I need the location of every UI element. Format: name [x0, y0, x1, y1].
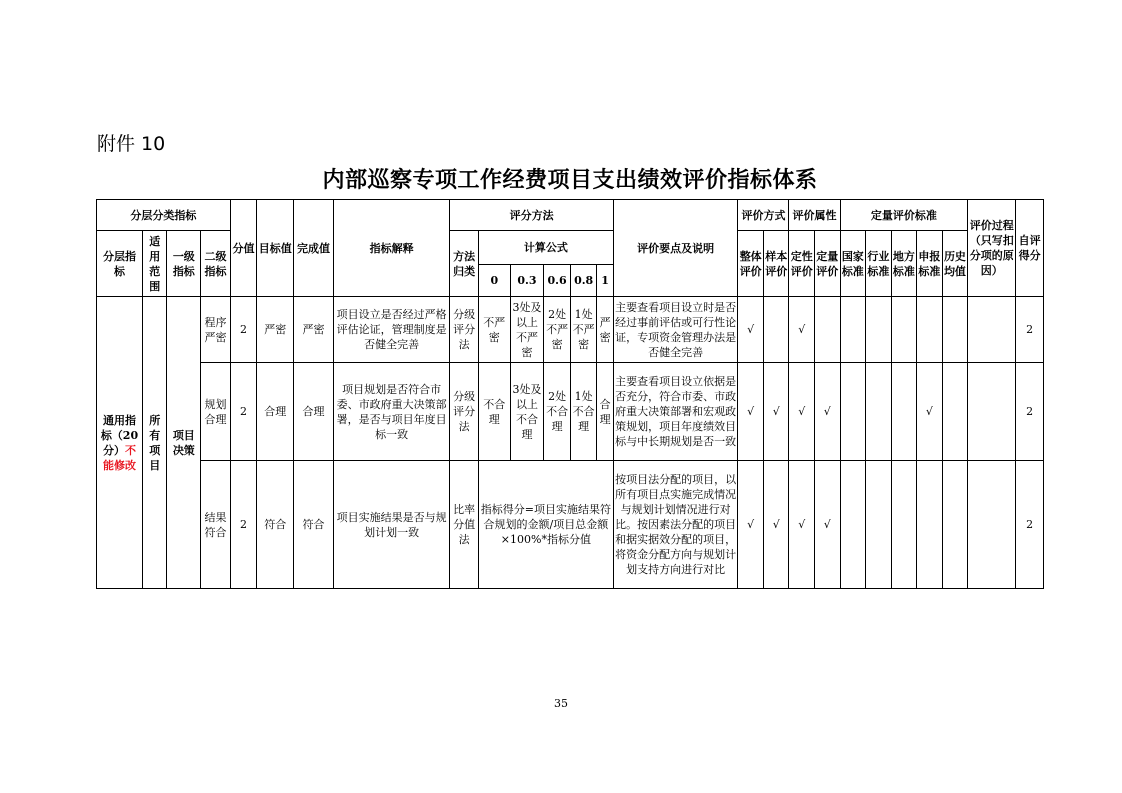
document-title: 内部巡察专项工作经费项目支出绩效评价指标体系 — [322, 167, 818, 193]
table-row — [97, 363, 1044, 461]
target-cell: 合理 — [257, 363, 294, 461]
mark-industry — [866, 297, 892, 363]
mark-sample — [763, 297, 789, 363]
layer-index-text: 通用指标（20分） — [100, 413, 139, 457]
mark-overall: √ — [738, 461, 764, 589]
header-standard-local: 地方标准 — [891, 231, 917, 297]
header-self-score: 自评得分 — [1016, 200, 1044, 297]
header-qualitative-eval: 定性评价 — [789, 231, 815, 297]
layer-index-cell — [97, 297, 143, 589]
process-cell — [968, 461, 1016, 589]
mark-industry — [866, 461, 892, 589]
header-scope: 适用范围 — [142, 231, 167, 297]
mark-quantitative: √ — [815, 363, 841, 461]
mark-qualitative: √ — [789, 297, 815, 363]
formula-03-cell: 3处及以上不合理 — [510, 363, 544, 461]
formula-1-cell: 严密 — [597, 297, 613, 363]
explanation-cell: 项目规划是否符合市委、市政府重大决策部署，是否与项目年度目标一致 — [333, 363, 449, 461]
formula-0-cell: 不严密 — [478, 297, 510, 363]
mark-overall: √ — [738, 363, 764, 461]
key-points-cell: 主要查看项目设立依据是否充分，符合市委、市政府重大决策部署和宏观政策规划，项目年度绩效目标与中长期规划是否一致 — [613, 363, 738, 461]
header-score: 分值 — [230, 200, 257, 297]
header-standard-historical: 历史均值 — [942, 231, 968, 297]
header-standard-industry: 行业标准 — [866, 231, 892, 297]
score-cell: 2 — [230, 363, 257, 461]
key-points-cell: 按项目法分配的项目，以所有项目点实施完成情况与规划计划情况进行对比。按因素法分配的项目和据实据效分配的项目，将资金分配方向与规划计划支持方向进行对比 — [613, 461, 738, 589]
formula-06-cell: 2处不严密 — [544, 297, 571, 363]
process-cell — [968, 363, 1016, 461]
mark-sample: √ — [763, 363, 789, 461]
self-score-cell: 2 — [1016, 297, 1044, 363]
mark-declared — [917, 461, 943, 589]
header-eval-attribute-group: 评价属性 — [789, 200, 840, 231]
completion-cell: 合理 — [294, 363, 334, 461]
attachment-label: 附件 10 — [97, 133, 166, 155]
formula-0-cell: 不合理 — [478, 363, 510, 461]
formula-03-cell: 3处及以上不严密 — [510, 297, 544, 363]
header-formula-point: 0 — [478, 265, 510, 297]
header-quantitative-eval: 定量评价 — [815, 231, 841, 297]
header-layer-index: 分层指标 — [97, 231, 143, 297]
header-eval-method-group: 评价方式 — [738, 200, 789, 231]
table-row — [97, 461, 1044, 589]
header-eval-process: 评价过程（只写扣分项的原因） — [968, 200, 1016, 297]
header-formula-point: 0.8 — [570, 265, 597, 297]
mark-sample: √ — [763, 461, 789, 589]
self-score-cell: 2 — [1016, 363, 1044, 461]
mark-historical — [942, 297, 968, 363]
mark-local — [891, 461, 917, 589]
header-classification-group: 分层分类指标 — [97, 200, 231, 231]
scope-cell: 所有项目 — [142, 297, 167, 589]
score-cell: 2 — [230, 461, 257, 589]
completion-cell: 严密 — [294, 297, 334, 363]
formula-08-cell: 1处不严密 — [570, 297, 597, 363]
completion-cell: 符合 — [294, 461, 334, 589]
header-key-points: 评价要点及说明 — [613, 200, 738, 297]
mark-declared: √ — [917, 363, 943, 461]
header-formula-point: 0.6 — [544, 265, 571, 297]
target-cell: 严密 — [257, 297, 294, 363]
mark-overall: √ — [738, 297, 764, 363]
level1-cell: 项目决策 — [167, 297, 201, 589]
header-target-value: 目标值 — [257, 200, 294, 297]
formula-08-cell: 1处不合理 — [570, 363, 597, 461]
header-standard-declared: 申报标准 — [917, 231, 943, 297]
mark-quantitative: √ — [815, 461, 841, 589]
process-cell — [968, 297, 1016, 363]
formula-text-cell: 指标得分=项目实施结果符合规划的金额/项目总金额×100%*指标分值 — [478, 461, 613, 589]
explanation-cell: 项目实施结果是否与规划计划一致 — [333, 461, 449, 589]
page-number: 35 — [554, 697, 568, 710]
target-cell: 符合 — [257, 461, 294, 589]
mark-declared — [917, 297, 943, 363]
mark-national — [840, 461, 866, 589]
mark-historical — [942, 363, 968, 461]
header-level2: 二级指标 — [201, 231, 231, 297]
header-level1: 一级指标 — [167, 231, 201, 297]
mark-qualitative: √ — [789, 461, 815, 589]
no-modify-note: 不能修改 — [102, 443, 136, 472]
self-score-cell: 2 — [1016, 461, 1044, 589]
header-method-type: 方法归类 — [450, 231, 479, 297]
mark-qualitative: √ — [789, 363, 815, 461]
header-formula-point: 1 — [597, 265, 613, 297]
formula-1-cell: 合理 — [597, 363, 613, 461]
header-standard-national: 国家标准 — [840, 231, 866, 297]
method-cell: 比率分值法 — [450, 461, 479, 589]
header-formula-group: 计算公式 — [478, 231, 613, 265]
score-cell: 2 — [230, 297, 257, 363]
key-points-cell: 主要查看项目设立时是否经过事前评估或可行性论证，专项资金管理办法是否健全完善 — [613, 297, 738, 363]
method-cell: 分级评分法 — [450, 363, 479, 461]
mark-local — [891, 363, 917, 461]
header-quant-standard-group: 定量评价标准 — [840, 200, 968, 231]
level2-cell: 规划合理 — [201, 363, 231, 461]
indicator-table — [96, 199, 1044, 589]
level2-cell: 结果符合 — [201, 461, 231, 589]
mark-local — [891, 297, 917, 363]
table-row — [97, 297, 1044, 363]
mark-historical — [942, 461, 968, 589]
mark-quantitative — [815, 297, 841, 363]
method-cell: 分级评分法 — [450, 297, 479, 363]
formula-06-cell: 2处不合理 — [544, 363, 571, 461]
explanation-cell: 项目设立是否经过严格评估论证，管理制度是否健全完善 — [333, 297, 449, 363]
mark-national — [840, 297, 866, 363]
level2-cell: 程序严密 — [201, 297, 231, 363]
mark-national — [840, 363, 866, 461]
header-formula-point: 0.3 — [510, 265, 544, 297]
mark-industry — [866, 363, 892, 461]
header-completion-value: 完成值 — [294, 200, 334, 297]
header-sample-eval: 样本评价 — [763, 231, 789, 297]
header-overall-eval: 整体评价 — [738, 231, 764, 297]
header-index-explanation: 指标解释 — [333, 200, 449, 297]
header-scoring-method-group: 评分方法 — [450, 200, 613, 231]
